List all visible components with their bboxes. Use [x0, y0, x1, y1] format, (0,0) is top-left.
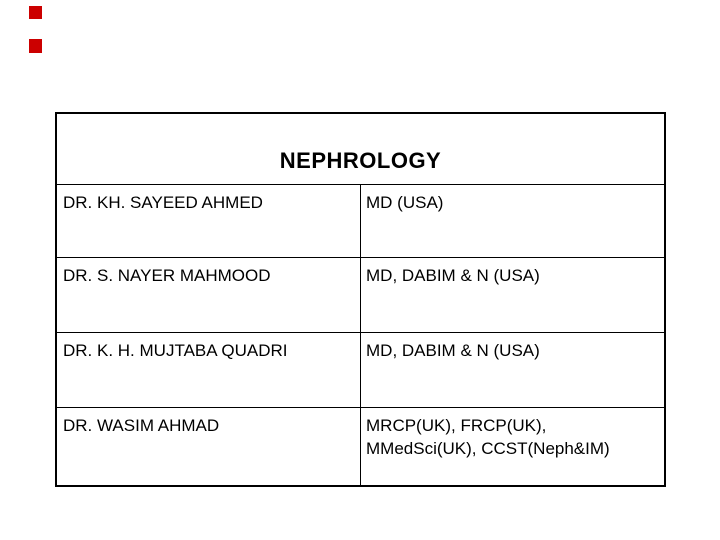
- doctor-name-text: DR. K. H. MUJTABA QUADRI: [63, 341, 288, 360]
- doctor-qualification: [361, 258, 664, 332]
- doctor-name: [57, 185, 361, 257]
- doctor-name-text: DR. KH. SAYEED AHMED: [63, 193, 263, 212]
- doctor-qualification: [361, 408, 664, 485]
- doctor-name: [57, 333, 361, 407]
- qualification-line: MD, DABIM & N (USA): [366, 266, 540, 285]
- table-row: [57, 258, 664, 333]
- doctor-name-text: DR. WASIM AHMAD: [63, 416, 220, 435]
- table-row: [57, 185, 664, 258]
- doctor-qualification: [361, 333, 664, 407]
- table-header-row: [57, 114, 664, 185]
- doctor-name: [57, 408, 361, 485]
- doctor-qualification: [361, 185, 664, 257]
- qualification-line: MD (USA): [366, 193, 444, 212]
- qualification-line: MRCP(UK), FRCP(UK),: [366, 416, 547, 435]
- table-title: NEPHROLOGY: [279, 148, 442, 173]
- red-accent-mark-top: [29, 6, 42, 19]
- table-row: [57, 333, 664, 408]
- qualification-line: MD, DABIM & N (USA): [366, 341, 540, 360]
- red-accent-mark-bottom: [29, 39, 42, 53]
- qualification-line: MMedSci(UK), CCST(Neph&IM): [366, 439, 610, 458]
- doctor-name: [57, 258, 361, 332]
- doctor-name-text: DR. S. NAYER MAHMOOD: [63, 266, 271, 285]
- nephrology-doctors-table: [55, 112, 666, 487]
- table-row: [57, 408, 664, 485]
